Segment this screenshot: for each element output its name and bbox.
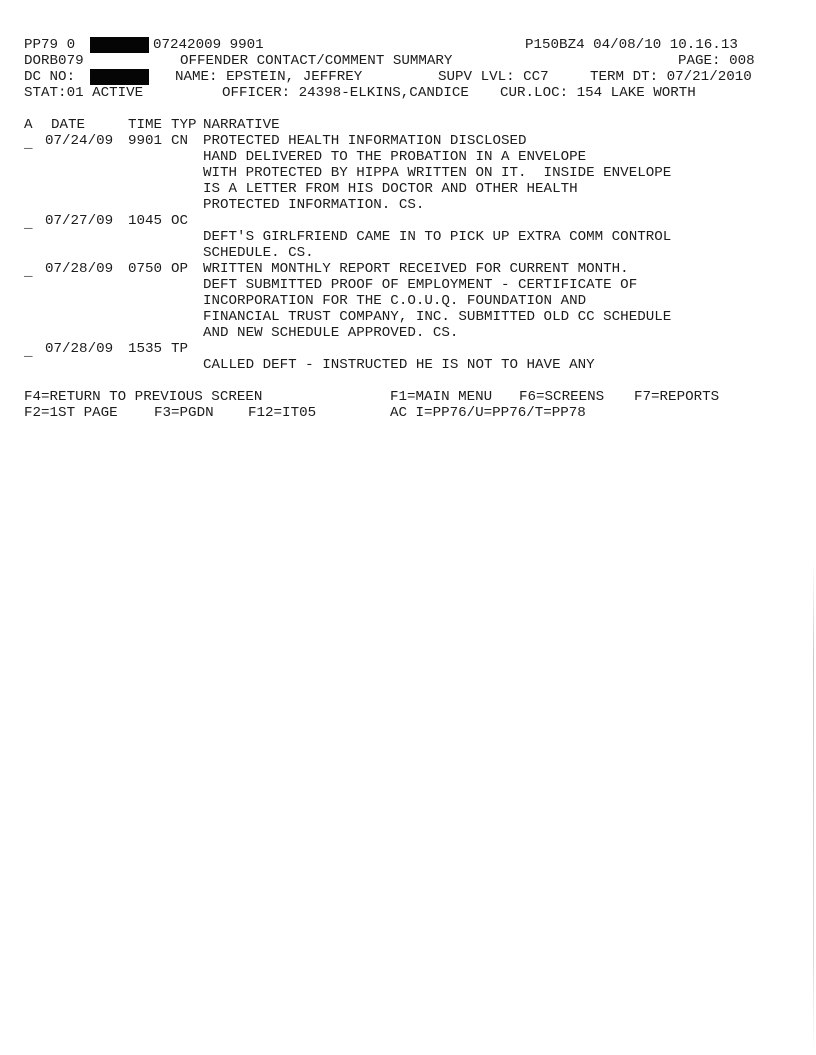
narrative-line: PROTECTED HEALTH INFORMATION DISCLOSED bbox=[203, 133, 527, 149]
entry-type: TP bbox=[171, 341, 189, 357]
narrative-line: WITH PROTECTED BY HIPPA WRITTEN ON IT. INSIDE ENVELOPE bbox=[203, 165, 672, 181]
page-number: PAGE: 008 bbox=[678, 53, 755, 69]
narrative-line: FINANCIAL TRUST COMPANY, INC. SUBMITTED OLD CC SCHEDULE bbox=[203, 309, 672, 325]
row-select-marker[interactable]: _ bbox=[24, 216, 33, 232]
narrative-line: CALLED DEFT - INSTRUCTED HE IS NOT TO HAVE ANY bbox=[203, 357, 595, 373]
narrative-line: SCHEDULE. CS. bbox=[203, 245, 314, 261]
f1-main-menu-key[interactable]: F1=MAIN MENU bbox=[390, 389, 493, 405]
entry-time: 0750 bbox=[128, 261, 163, 277]
row-select-marker[interactable]: _ bbox=[24, 136, 33, 152]
narrative-line: WRITTEN MONTHLY REPORT RECEIVED FOR CURRENT MONTH. bbox=[203, 261, 629, 277]
narrative-line: AND NEW SCHEDULE APPROVED. CS. bbox=[203, 325, 459, 341]
narrative-line: PROTECTED INFORMATION. CS. bbox=[203, 197, 425, 213]
f3-page-down-key[interactable]: F3=PGDN bbox=[154, 405, 214, 421]
redaction-bar bbox=[90, 69, 149, 85]
entry-type: OP bbox=[171, 261, 189, 277]
col-typ: TYP bbox=[171, 117, 197, 133]
narrative-line: DEFT SUBMITTED PROOF OF EMPLOYMENT - CERTIFICATE OF bbox=[203, 277, 638, 293]
row-select-marker[interactable]: _ bbox=[24, 264, 33, 280]
f7-reports-key[interactable]: F7=REPORTS bbox=[634, 389, 720, 405]
entry-date: 07/28/09 bbox=[45, 341, 114, 357]
dc-number-label: DC NO: bbox=[24, 69, 76, 85]
narrative-line: IS A LETTER FROM HIS DOCTOR AND OTHER HEALTH bbox=[203, 181, 578, 197]
entry-date: 07/27/09 bbox=[45, 213, 114, 229]
narrative-line: INCORPORATION FOR THE C.O.U.Q. FOUNDATION AND bbox=[203, 293, 587, 309]
officer: OFFICER: 24398-ELKINS,CANDICE bbox=[222, 85, 469, 101]
redaction-bar bbox=[90, 37, 149, 53]
entry-time: 1535 bbox=[128, 341, 163, 357]
current-location: CUR.LOC: 154 LAKE WORTH bbox=[500, 85, 696, 101]
system-code: PP79 0 bbox=[24, 37, 76, 53]
f4-return-key[interactable]: F4=RETURN TO PREVIOUS SCREEN bbox=[24, 389, 263, 405]
col-narrative: NARRATIVE bbox=[203, 117, 280, 133]
status: STAT:01 ACTIVE bbox=[24, 85, 144, 101]
entry-date: 07/28/09 bbox=[45, 261, 114, 277]
entry-time: 9901 bbox=[128, 133, 163, 149]
narrative-line: HAND DELIVERED TO THE PROBATION IN A ENVELOPE bbox=[203, 149, 587, 165]
entry-date: 07/24/09 bbox=[45, 133, 114, 149]
term-date: TERM DT: 07/21/2010 bbox=[590, 69, 752, 85]
scan-edge bbox=[813, 560, 814, 1055]
entry-time: 1045 bbox=[128, 213, 163, 229]
screen-id: DORB079 bbox=[24, 53, 84, 69]
entry-type: OC bbox=[171, 213, 189, 229]
supervision-level: SUPV LVL: CC7 bbox=[438, 69, 549, 85]
offender-name: NAME: EPSTEIN, JEFFREY bbox=[175, 69, 363, 85]
f6-screens-key[interactable]: F6=SCREENS bbox=[519, 389, 605, 405]
record-code: 07242009 9901 bbox=[153, 37, 264, 53]
col-time: TIME bbox=[128, 117, 163, 133]
narrative-line: DEFT'S GIRLFRIEND CAME IN TO PICK UP EXTRA COMM CONTROL bbox=[203, 229, 672, 245]
action-codes: AC I=PP76/U=PP76/T=PP78 bbox=[390, 405, 586, 421]
f12-it05-key[interactable]: F12=IT05 bbox=[248, 405, 317, 421]
f2-first-page-key[interactable]: F2=1ST PAGE bbox=[24, 405, 118, 421]
row-select-marker[interactable]: _ bbox=[24, 344, 33, 360]
col-date: DATE bbox=[51, 117, 86, 133]
terminal-timestamp: P150BZ4 04/08/10 10.16.13 bbox=[525, 37, 738, 53]
page-title: OFFENDER CONTACT/COMMENT SUMMARY bbox=[180, 53, 453, 69]
col-a: A bbox=[24, 117, 33, 133]
entry-type: CN bbox=[171, 133, 189, 149]
